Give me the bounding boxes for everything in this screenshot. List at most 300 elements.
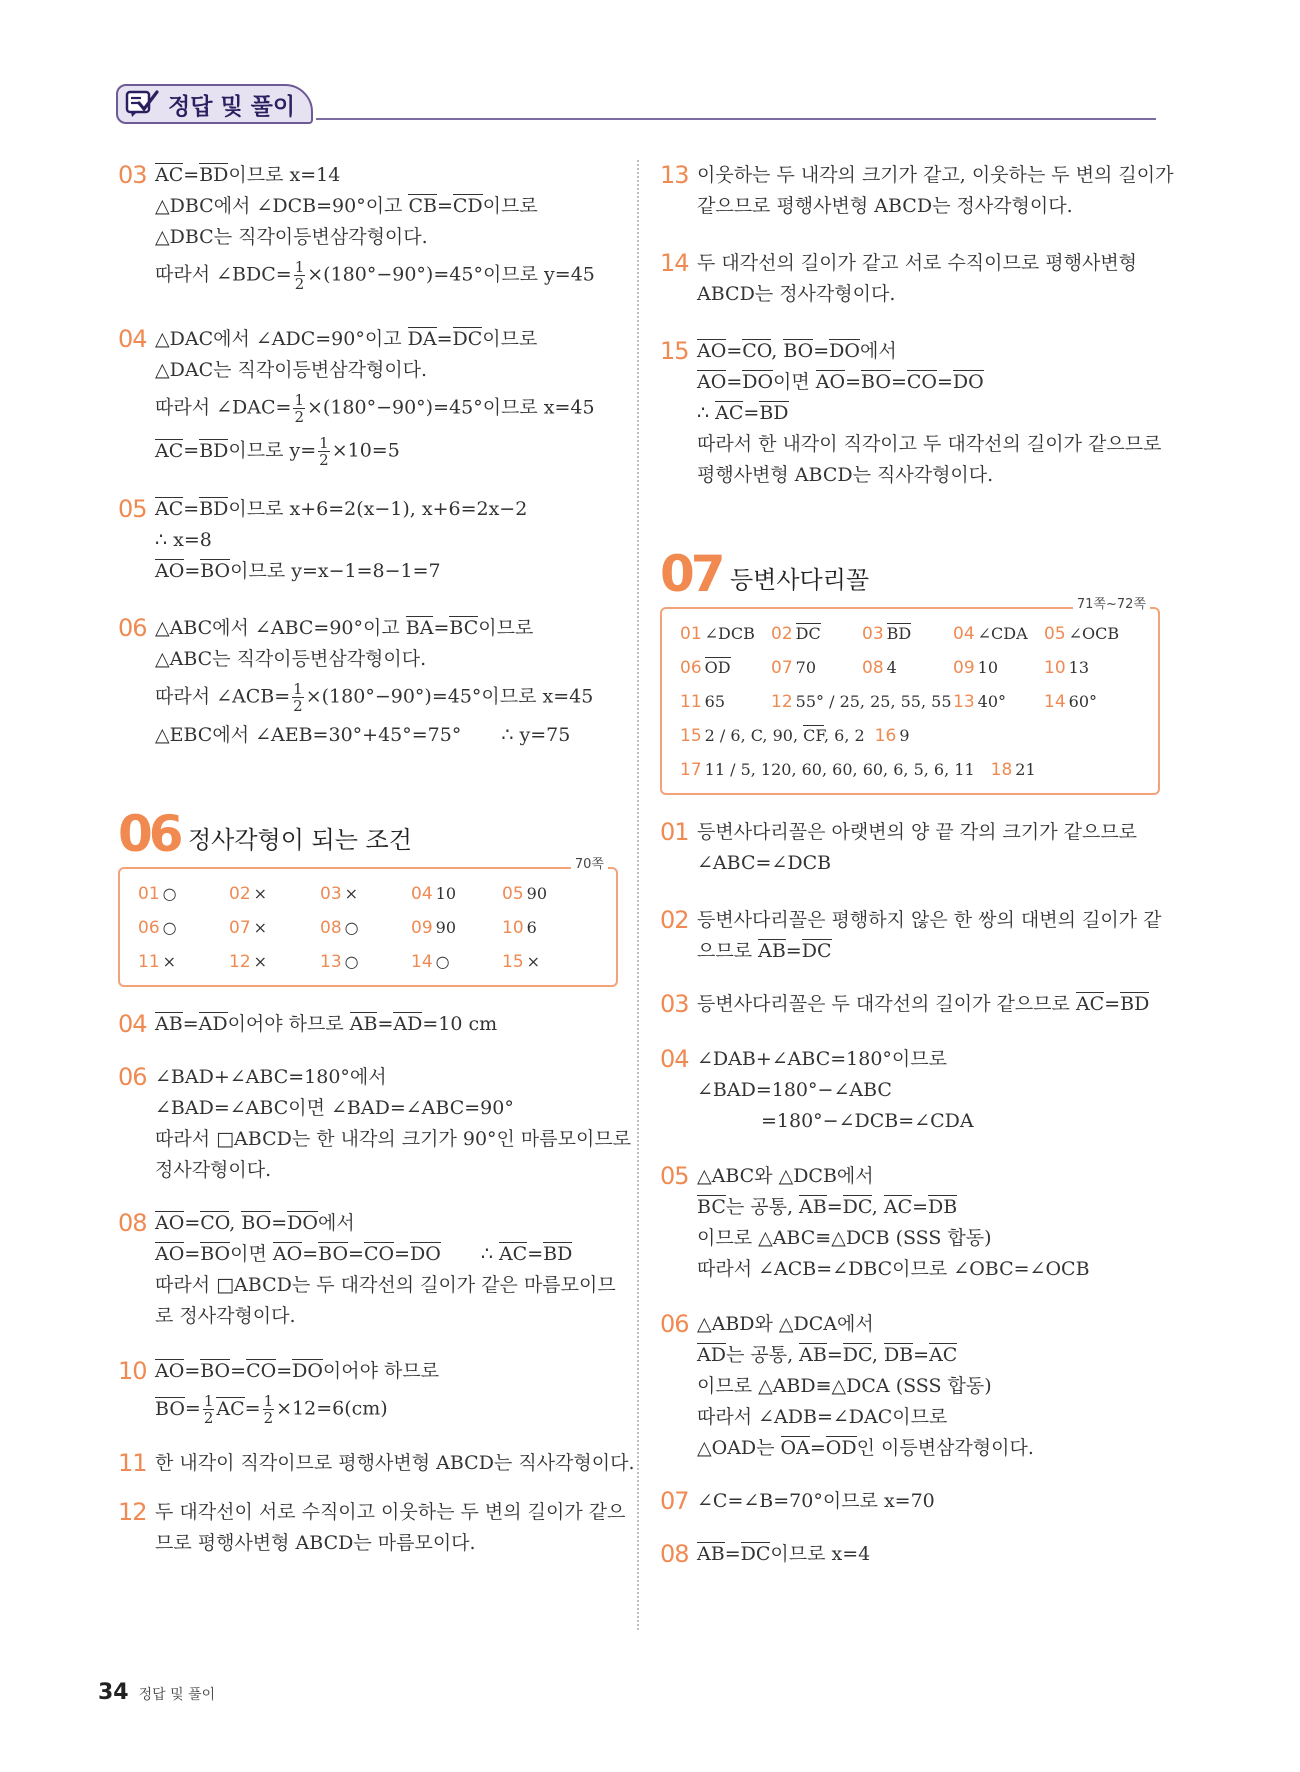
denominator: 2 (294, 275, 305, 293)
eq-sign: = (184, 560, 201, 582)
text: 이어야 하므로 (322, 1360, 440, 1382)
fraction (293, 392, 305, 425)
text-line: 정사각형이다. (155, 1159, 272, 1181)
answer-value: , 6, 2 (823, 726, 865, 745)
answer-01 (680, 617, 771, 651)
eq-sign: = (377, 1013, 394, 1035)
answer-value: ∠OCB (1068, 624, 1120, 643)
text: , (871, 1344, 884, 1366)
text-line: 므로 평행사변형 ABCD는 마름모이다. (155, 1532, 476, 1554)
segment-co: CO (246, 1360, 277, 1382)
denominator: 2 (319, 451, 329, 469)
solution-04 (118, 324, 618, 468)
eq-sign: = (244, 1397, 261, 1420)
problem-number: 04 (118, 1010, 147, 1038)
answer-value: 2 / 6, C, 90, (704, 726, 804, 745)
solution-s07-05 (660, 1161, 1160, 1285)
segment-bd: BD (199, 498, 229, 520)
solution-s07-06 (660, 1309, 1160, 1464)
eq-sign: = (436, 195, 453, 217)
header-rule (316, 118, 1156, 120)
right-column (660, 160, 1174, 1570)
segment-ac: AC (216, 1397, 245, 1420)
answer-10 (1044, 651, 1135, 685)
answer-value: ○ (344, 918, 359, 937)
segment-db: DB (883, 1344, 914, 1366)
answer-05 (1044, 617, 1135, 651)
segment-co: CO (200, 1212, 230, 1234)
answer-value: 65 (704, 692, 725, 711)
section-07 (660, 545, 1160, 795)
problem-number: 05 (118, 495, 147, 523)
eq-sign: = (184, 1243, 201, 1265)
answer-key: 03 (862, 624, 884, 644)
text: 등변사다리꼴은 두 대각선의 길이가 같으므로 (697, 993, 1076, 1015)
answer-row (680, 753, 1144, 787)
answer-value: 10 (435, 884, 456, 903)
segment-bo: BO (200, 1243, 231, 1265)
text: 에서 (859, 340, 897, 362)
answer-key: 15 (680, 726, 702, 746)
text: 따라서 ∠BDC= (155, 263, 292, 286)
answer-value: 55° / 25, 25, 55, 55 (795, 692, 952, 711)
segment-ao: AO (697, 371, 727, 393)
page-number: 34 (98, 1680, 129, 1705)
fraction (292, 681, 304, 714)
eq-sign: = (182, 1013, 199, 1035)
page-footer (98, 1680, 215, 1705)
answer-value: 21 (1015, 760, 1036, 779)
problem-number: 08 (660, 1540, 689, 1568)
eq-sign: = (183, 498, 200, 520)
segment-dc: DC (842, 1344, 872, 1366)
segment-cd: CD (452, 195, 483, 217)
denominator: 2 (293, 697, 303, 715)
answer-02 (771, 617, 862, 651)
answer-12 (229, 945, 320, 979)
answer-15 (502, 945, 593, 979)
segment-co: CO (742, 340, 772, 362)
text: 이면 (230, 1243, 273, 1265)
answer-key: 05 (1044, 624, 1066, 644)
problem-number: 15 (660, 337, 689, 365)
answer-value: ○ (344, 952, 359, 971)
answer-07 (229, 911, 320, 945)
problem-number: 11 (118, 1449, 147, 1477)
solution-s06-10 (118, 1356, 618, 1426)
text: 이므로 x=4 (770, 1543, 871, 1565)
solution-03 (118, 160, 618, 292)
numerator: 1 (263, 1392, 274, 1410)
text-line: ∴ x=8 (155, 529, 212, 551)
text: △OAD는 (697, 1437, 781, 1459)
problem-number: 06 (660, 1310, 689, 1338)
problem-number: 06 (118, 614, 147, 642)
answer-row (680, 685, 1144, 719)
problem-number: 03 (118, 161, 147, 189)
answer-05 (502, 877, 593, 911)
eq-sign: = (394, 1243, 410, 1265)
footer-label: 정답 및 풀이 (138, 1687, 216, 1703)
text: 는 공통, (725, 1344, 800, 1366)
segment-bo: BO (155, 1397, 185, 1420)
answer-key: 11 (680, 692, 702, 712)
denominator: 2 (263, 1409, 274, 1427)
text-line: 따라서 ∠ADB=∠DAC이므로 (697, 1406, 948, 1428)
answer-value: ○ (162, 884, 177, 903)
eq-sign: = (1104, 993, 1121, 1015)
therefore: ∴ (697, 402, 716, 424)
answer-key: 01 (138, 884, 160, 904)
segment-do: DO (410, 1243, 441, 1265)
segment-ac: AC (883, 1196, 913, 1218)
segment-bd: BD (199, 164, 229, 186)
segment-ba: BA (405, 617, 434, 639)
section-number: 07 (660, 545, 722, 603)
answer-value: 60° (1068, 692, 1097, 711)
text-line: ∠ABC=∠DCB (697, 852, 832, 874)
segment-do: DO (287, 1212, 318, 1234)
eq-sign: = (724, 1543, 741, 1565)
problem-number: 14 (660, 249, 689, 277)
answer-key: 04 (411, 884, 433, 904)
text: 이므로 (478, 617, 534, 639)
answer-04 (411, 877, 502, 911)
text-line: 두 대각선이 서로 수직이고 이웃하는 두 변의 길이가 같으 (155, 1501, 626, 1523)
text: 이므로 y=x−1=8−1=7 (230, 560, 441, 582)
problem-number: 07 (660, 1487, 689, 1515)
answer-grid (138, 877, 602, 979)
problem-number: 06 (118, 1063, 147, 1091)
solution-s06-04 (118, 1009, 618, 1040)
segment-ab: AB (799, 1196, 827, 1218)
text: 이어야 하므로 (227, 1013, 350, 1035)
text-line: 한 내각이 직각이므로 평행사변형 ABCD는 직사각형이다. (155, 1452, 635, 1474)
segment-bd: BD (199, 439, 229, 462)
segment-bd: BD (759, 402, 789, 424)
answer-value: ○ (435, 952, 450, 971)
answer-value: × (253, 918, 268, 937)
solution-s07-04 (660, 1044, 1160, 1137)
answer-08 (862, 651, 953, 685)
segment-ad: AD (393, 1013, 423, 1035)
answer-key: 07 (771, 658, 793, 678)
text: △EBC에서 ∠AEB=30°+45°=75° (155, 724, 462, 746)
text-line: ∠BAD=180°−∠ABC (697, 1079, 892, 1101)
eq-sign: = (726, 340, 743, 362)
answer-value: ○ (162, 918, 177, 937)
answer-value: OD (704, 658, 731, 677)
solution-s07-01 (660, 817, 1160, 879)
text: , (229, 1212, 242, 1234)
answer-key: 02 (771, 624, 793, 644)
segment-ac: AC (498, 1243, 528, 1265)
text-line: 이웃하는 두 내각의 크기가 같고, 이웃하는 두 변의 길이가 (697, 164, 1174, 186)
answer-value: 90 (435, 918, 456, 937)
answer-key: 08 (320, 918, 342, 938)
answer-key: 07 (229, 918, 251, 938)
segment-ad: AD (697, 1344, 726, 1366)
answer-key: 10 (1044, 658, 1066, 678)
text: 에서 (317, 1212, 355, 1234)
eq-sign: = (230, 1360, 247, 1382)
segment-ao: AO (155, 1243, 185, 1265)
segment-do: DO (952, 371, 984, 393)
eq-sign: = (813, 340, 830, 362)
numerator: 1 (294, 391, 304, 409)
segment-ab: AB (697, 1543, 725, 1565)
denominator: 2 (294, 408, 304, 426)
section-06 (118, 805, 618, 987)
segment-bo: BO (861, 371, 891, 393)
page-reference: 71쪽~72쪽 (1073, 595, 1150, 615)
answer-01 (138, 877, 229, 911)
section-number: 06 (118, 805, 180, 863)
answer-key: 13 (953, 692, 975, 712)
answer-key: 02 (229, 884, 251, 904)
answer-value: 9 (899, 726, 910, 745)
solution-s07-03 (660, 989, 1160, 1020)
text: ∴ y=75 (501, 724, 571, 746)
answer-13 (320, 945, 411, 979)
eq-sign: = (271, 1212, 288, 1234)
segment-co: CO (906, 371, 937, 393)
segment-bo: BO (200, 560, 231, 582)
text-line: ∠BAD+∠ABC=180°에서 (155, 1066, 387, 1088)
text: , (771, 340, 784, 362)
text-line: 이므로 △ABC≡△DCB (SSS 합동) (697, 1227, 992, 1249)
eq-sign: = (845, 371, 862, 393)
segment-dc: DC (842, 1196, 872, 1218)
therefore: ∴ (480, 1243, 499, 1265)
text: 이므로 y= (228, 439, 317, 462)
answer-key: 01 (680, 624, 702, 644)
text: 이므로 x=14 (228, 164, 341, 186)
text: ×(180°−90°)=45°이므로 x=45 (306, 396, 595, 419)
answer-value: × (253, 884, 268, 903)
section-title: 정사각형이 되는 조건 (188, 826, 412, 854)
eq-sign: = (785, 940, 802, 962)
segment-ad: AD (198, 1013, 228, 1035)
segment-bc: BC (697, 1196, 726, 1218)
answer-08 (320, 911, 411, 945)
answer-key: 13 (320, 952, 342, 972)
text-line: 두 대각선의 길이가 같고 서로 수직이므로 평행사변형 (697, 252, 1138, 274)
answer-10 (502, 911, 593, 945)
answer-key: 09 (411, 918, 433, 938)
answer-key: 05 (502, 884, 524, 904)
solution-06 (118, 613, 618, 751)
problem-number: 13 (660, 161, 689, 189)
text-line: 같으므로 평행사변형 ABCD는 정사각형이다. (697, 195, 1073, 217)
text-line: ABCD는 정사각형이다. (697, 283, 896, 305)
answer-14 (411, 945, 502, 979)
answer-value: × (253, 952, 268, 971)
text-line: ∠C=∠B=70°이므로 x=70 (697, 1490, 935, 1512)
problem-number: 03 (660, 990, 689, 1018)
answer-key: 16 (874, 726, 897, 746)
numerator: 1 (293, 680, 303, 698)
segment-dc: DC (452, 328, 483, 350)
eq-sign: = (890, 371, 907, 393)
text: 인 이등변삼각형이다. (856, 1437, 1034, 1459)
text: ×(180°−90°)=45°이므로 x=45 (305, 685, 594, 708)
text-line: △ABC는 직각이등변삼각형이다. (155, 648, 427, 670)
segment-ac: AC (929, 1344, 958, 1366)
solution-s06-14 (660, 248, 1160, 310)
answer-value: 10 (977, 658, 998, 677)
text: , (871, 1196, 884, 1218)
answer-value: × (162, 952, 177, 971)
segment-ao: AO (155, 560, 185, 582)
answer-key: 12 (771, 692, 793, 712)
problem-number: 04 (660, 1045, 689, 1073)
text: 이면 (773, 371, 816, 393)
segment-do: DO (742, 371, 774, 393)
segment-bo: BO (783, 340, 814, 362)
segment-bo: BO (200, 1360, 231, 1382)
text-line: 등변사다리꼴은 평행하지 않은 한 쌍의 대변의 길이가 같 (697, 909, 1162, 931)
answer-box (660, 597, 1160, 795)
answer-11 (680, 685, 771, 719)
eq-sign: = (912, 1196, 929, 1218)
text-line: ∠DAB+∠ABC=180°이므로 (697, 1048, 947, 1070)
text-line: 평행사변형 ABCD는 직사각형이다. (697, 464, 994, 486)
answer-03 (320, 877, 411, 911)
segment-do: DO (829, 340, 860, 362)
numerator: 1 (294, 258, 305, 276)
answer-key: 04 (953, 624, 975, 644)
segment-ac: AC (155, 498, 184, 520)
answer-key: 11 (138, 952, 160, 972)
answer-value: ∠CDA (977, 624, 1028, 643)
fraction (318, 435, 330, 468)
text-line: △DBC는 직각이등변삼각형이다. (155, 226, 428, 248)
text: 이므로 x+6=2(x−1), x+6=2x−2 (228, 498, 528, 520)
eq-sign: = (184, 1360, 201, 1382)
solution-s06-13 (660, 160, 1174, 222)
text: 는 공통, (725, 1196, 800, 1218)
answer-06 (138, 911, 229, 945)
answer-07 (771, 651, 862, 685)
text: 으므로 (697, 940, 759, 962)
answer-key: 06 (680, 658, 702, 678)
text-line: 등변사다리꼴은 아랫변의 양 끝 각의 크기가 같으므로 (697, 821, 1138, 843)
problem-number: 04 (118, 325, 147, 353)
section-title: 등변사다리꼴 (730, 566, 870, 594)
fraction (203, 1393, 215, 1426)
left-column (118, 160, 635, 1559)
eq-sign: = (184, 1397, 201, 1420)
segment-dc: DC (801, 940, 832, 962)
text: △ABC에서 ∠ABC=90°이고 (155, 617, 406, 639)
text-line: △ABC와 △DCB에서 (697, 1165, 874, 1187)
answer-value: 6 (526, 918, 537, 937)
text: △DAC에서 ∠ADC=90°이고 (155, 328, 408, 350)
segment-bd: BD (543, 1243, 573, 1265)
eq-sign: = (276, 1360, 293, 1382)
segment-ao: AO (272, 1243, 303, 1265)
answer-value: DC (795, 624, 821, 643)
text: △DBC에서 ∠DCB=90°이고 (155, 195, 409, 217)
answer-value: 90 (526, 884, 547, 903)
text-line: 이므로 △ABD≡△DCA (SSS 합동) (697, 1375, 992, 1397)
segment-ab: AB (155, 1013, 183, 1035)
segment-ac: AC (715, 402, 744, 424)
segment-ac: AC (1075, 993, 1105, 1015)
problem-number: 02 (660, 906, 689, 934)
answer-key: 03 (320, 884, 342, 904)
denominator: 2 (203, 1409, 214, 1427)
eq-sign: = (302, 1243, 319, 1265)
segment-od: OD (825, 1437, 857, 1459)
segment-cb: CB (408, 195, 437, 217)
eq-sign: = (433, 617, 450, 639)
answer-key: 10 (502, 918, 524, 938)
segment-bc: BC (449, 617, 479, 639)
text-line: 로 정사각형이다. (155, 1305, 296, 1327)
eq-sign: = (809, 1437, 826, 1459)
answer-12 (771, 685, 953, 719)
segment-ao: AO (815, 371, 846, 393)
fraction (263, 1393, 275, 1426)
eq-sign: = (183, 164, 200, 186)
answer-key: 12 (229, 952, 251, 972)
segment-oa: OA (780, 1437, 810, 1459)
column-divider (637, 160, 639, 1630)
numerator: 1 (203, 1392, 214, 1410)
text-line: 따라서 □ABCD는 한 내각의 크기가 90°인 마름모이므로 (155, 1128, 632, 1150)
eq-sign: = (936, 371, 953, 393)
solution-s07-07 (660, 1486, 1160, 1517)
page-reference: 70쪽 (571, 855, 608, 875)
solution-s06-15 (660, 336, 1160, 491)
answer-09 (411, 911, 502, 945)
text-line: △ABD와 △DCA에서 (697, 1313, 874, 1335)
segment-dc: DC (740, 1543, 771, 1565)
problem-number: 01 (660, 818, 689, 846)
segment-ao: AO (155, 1212, 185, 1234)
text-line: 따라서 한 내각이 직각이고 두 대각선의 길이가 같으므로 (697, 433, 1162, 455)
answer-value: BD (886, 624, 912, 643)
text: ×10=5 (331, 439, 400, 462)
answer-09 (953, 651, 1044, 685)
header-badge (116, 84, 313, 124)
answer-key: 06 (138, 918, 160, 938)
solution-05 (118, 494, 618, 587)
answer-06 (680, 651, 771, 685)
section-heading (118, 805, 618, 863)
answer-value: ∠DCB (704, 624, 755, 643)
answer-03 (862, 617, 953, 651)
segment-do: DO (292, 1360, 323, 1382)
solution-s06-06 (118, 1062, 632, 1186)
answer-13 (953, 685, 1044, 719)
segment-ab: AB (799, 1344, 827, 1366)
answer-11 (138, 945, 229, 979)
answer-value: 70 (795, 658, 816, 677)
problem-number: 12 (118, 1498, 147, 1526)
checklist-icon (124, 88, 160, 118)
numerator: 1 (319, 434, 329, 452)
segment-da: DA (407, 328, 437, 350)
answer-value: 4 (886, 658, 897, 677)
segment-ao: AO (155, 1360, 185, 1382)
answer-key: 15 (502, 952, 524, 972)
text-line: ∠BAD=∠ABC이면 ∠BAD=∠ABC=90° (155, 1097, 514, 1119)
answer-14 (1044, 692, 1097, 711)
eq-sign: = (913, 1344, 930, 1366)
